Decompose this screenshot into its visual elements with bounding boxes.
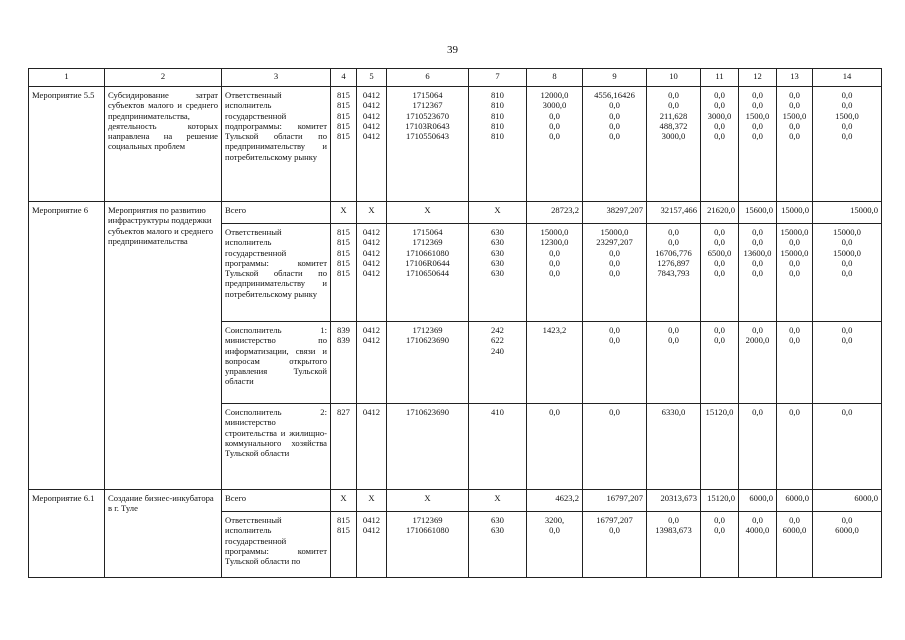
cell-col9: 38297,207 (583, 202, 647, 224)
header-cell: 14 (813, 69, 882, 87)
cell-col9: 16797,207 (583, 490, 647, 512)
header-cell: 13 (777, 69, 813, 87)
cell-col4: Х (331, 202, 357, 224)
executor-cell: Ответственный исполнитель государственной подпрограммы: комитет Тульской области по предпринимательству и потребительскому рынку (222, 87, 331, 202)
cell-col6: 1715064 1712367 1710523670 17103R0643 1710550643 (387, 87, 469, 202)
cell-col12: 0,0 2000,0 (739, 322, 777, 404)
cell-col7: 410 (469, 404, 527, 490)
cell-col12: 0,0 0,0 1500,0 0,0 0,0 (739, 87, 777, 202)
cell-col9: 0,0 (583, 404, 647, 490)
cell-col10: 20313,673 (647, 490, 701, 512)
cell-col11: 0,0 0,0 (701, 322, 739, 404)
executor-cell: Соисполнитель 1: министерство по информатизации, связи и вопросам открытого управления Тульской области (222, 322, 331, 404)
cell-col11: 15120,0 (701, 404, 739, 490)
cell-col4: 827 (331, 404, 357, 490)
cell-col11: 15120,0 (701, 490, 739, 512)
budget-table (28, 68, 882, 578)
cell-col7: 630 630 630 630 630 (469, 224, 527, 322)
cell-col4: Х (331, 490, 357, 512)
header-cell: 5 (357, 69, 387, 87)
table-row (29, 202, 882, 224)
cell-col14: 15000,0 0,0 15000,0 0,0 0,0 (813, 224, 882, 322)
cell-col14: 6000,0 (813, 490, 882, 512)
cell-col4: 839 839 (331, 322, 357, 404)
header-cell: 2 (105, 69, 222, 87)
cell-col13: 15000,0 (777, 202, 813, 224)
cell-col12: 0,0 (739, 404, 777, 490)
header-cell: 9 (583, 69, 647, 87)
cell-col4: 815 815 (331, 512, 357, 578)
header-cell: 8 (527, 69, 583, 87)
cell-col5: Х (357, 490, 387, 512)
event-name: Мероприятие 6.1 (29, 490, 105, 578)
cell-col12: 0,0 4000,0 (739, 512, 777, 578)
cell-col4: 815 815 815 815 815 (331, 87, 357, 202)
cell-col13: 0,0 6000,0 (777, 512, 813, 578)
header-cell: 7 (469, 69, 527, 87)
cell-col6: 1712369 1710661080 (387, 512, 469, 578)
cell-col14: 15000,0 (813, 202, 882, 224)
cell-col9: 16797,207 0,0 (583, 512, 647, 578)
cell-col7: 630 630 (469, 512, 527, 578)
cell-col5: Х (357, 202, 387, 224)
cell-col6: Х (387, 490, 469, 512)
executor-cell: Ответственный исполнитель государственной программы: комитет Тульской области по предпринимательству и потребительскому рынку (222, 224, 331, 322)
cell-col10: 32157,466 (647, 202, 701, 224)
cell-col10: 0,0 0,0 16706,776 1276,897 7843,793 (647, 224, 701, 322)
header-cell: 11 (701, 69, 739, 87)
cell-col11: 0,0 0,0 6500,0 0,0 0,0 (701, 224, 739, 322)
header-cell: 4 (331, 69, 357, 87)
cell-col5: 0412 0412 0412 0412 0412 (357, 87, 387, 202)
cell-col13: 0,0 (777, 404, 813, 490)
cell-col14: 0,0 0,0 1500,0 0,0 0,0 (813, 87, 882, 202)
cell-col9: 15000,0 23297,207 0,0 0,0 0,0 (583, 224, 647, 322)
cell-col6: 1710623690 (387, 404, 469, 490)
cell-col14: 0,0 0,0 (813, 322, 882, 404)
cell-col8: 0,0 (527, 404, 583, 490)
executor-cell: Соисполнитель 2: министерство строительства и жилищно-коммунального хозяйства Тульской области (222, 404, 331, 490)
cell-col6: 1712369 1710623690 (387, 322, 469, 404)
cell-col8: 15000,0 12300,0 0,0 0,0 0,0 (527, 224, 583, 322)
cell-col10: 0,0 13983,673 (647, 512, 701, 578)
event-name: Мероприятие 5.5 (29, 87, 105, 202)
cell-col13: 15000,0 0,0 15000,0 0,0 0,0 (777, 224, 813, 322)
cell-col11: 0,0 0,0 (701, 512, 739, 578)
header-cell: 12 (739, 69, 777, 87)
cell-col4: 815 815 815 815 815 (331, 224, 357, 322)
cell-col8: 1423,2 (527, 322, 583, 404)
total-label: Всего (222, 202, 331, 224)
cell-col12: 0,0 0,0 13600,0 0,0 0,0 (739, 224, 777, 322)
page-number: 39 (447, 44, 458, 56)
cell-col10: 0,0 0,0 211,628 488,372 3000,0 (647, 87, 701, 202)
cell-col8: 3200, 0,0 (527, 512, 583, 578)
event-description: Создание бизнес-инкубатора в г. Туле (105, 490, 222, 578)
cell-col10: 0,0 0,0 (647, 322, 701, 404)
cell-col14: 0,0 (813, 404, 882, 490)
cell-col13: 0,0 0,0 1500,0 0,0 0,0 (777, 87, 813, 202)
cell-col9: 0,0 0,0 (583, 322, 647, 404)
cell-col7: 810 810 810 810 810 (469, 87, 527, 202)
cell-col6: 1715064 1712369 1710661080 17106R0644 1710650644 (387, 224, 469, 322)
executor-cell: Ответственный исполнитель государственной программы: комитет Тульской области по (222, 512, 331, 578)
cell-col7: Х (469, 202, 527, 224)
cell-col11: 0,0 0,0 3000,0 0,0 0,0 (701, 87, 739, 202)
cell-col7: Х (469, 490, 527, 512)
table-row (29, 490, 882, 512)
header-row (29, 69, 882, 87)
cell-col12: 6000,0 (739, 490, 777, 512)
cell-col6: Х (387, 202, 469, 224)
cell-col5: 0412 0412 (357, 322, 387, 404)
cell-col8: 4623,2 (527, 490, 583, 512)
header-cell: 6 (387, 69, 469, 87)
cell-col8: 12000,0 3000,0 0,0 0,0 0,0 (527, 87, 583, 202)
cell-col5: 0412 0412 0412 0412 0412 (357, 224, 387, 322)
cell-col7: 242 622 240 (469, 322, 527, 404)
event-name: Мероприятие 6 (29, 202, 105, 490)
cell-col8: 28723,2 (527, 202, 583, 224)
cell-col5: 0412 0412 (357, 512, 387, 578)
header-cell: 10 (647, 69, 701, 87)
header-cell: 1 (29, 69, 105, 87)
total-label: Всего (222, 490, 331, 512)
table-row (29, 87, 882, 202)
cell-col5: 0412 (357, 404, 387, 490)
cell-col13: 0,0 0,0 (777, 322, 813, 404)
cell-col14: 0,0 6000,0 (813, 512, 882, 578)
cell-col9: 4556,16426 0,0 0,0 0,0 0,0 (583, 87, 647, 202)
cell-col12: 15600,0 (739, 202, 777, 224)
event-description: Мероприятия по развитию инфраструктуры поддержки субъектов малого и среднего предпринимательства (105, 202, 222, 490)
cell-col13: 6000,0 (777, 490, 813, 512)
event-description: Субсидирование затрат субъектов малого и среднего предпринимательства, деятельность которых направлена на решение социальных проблем (105, 87, 222, 202)
header-cell: 3 (222, 69, 331, 87)
cell-col10: 6330,0 (647, 404, 701, 490)
cell-col11: 21620,0 (701, 202, 739, 224)
